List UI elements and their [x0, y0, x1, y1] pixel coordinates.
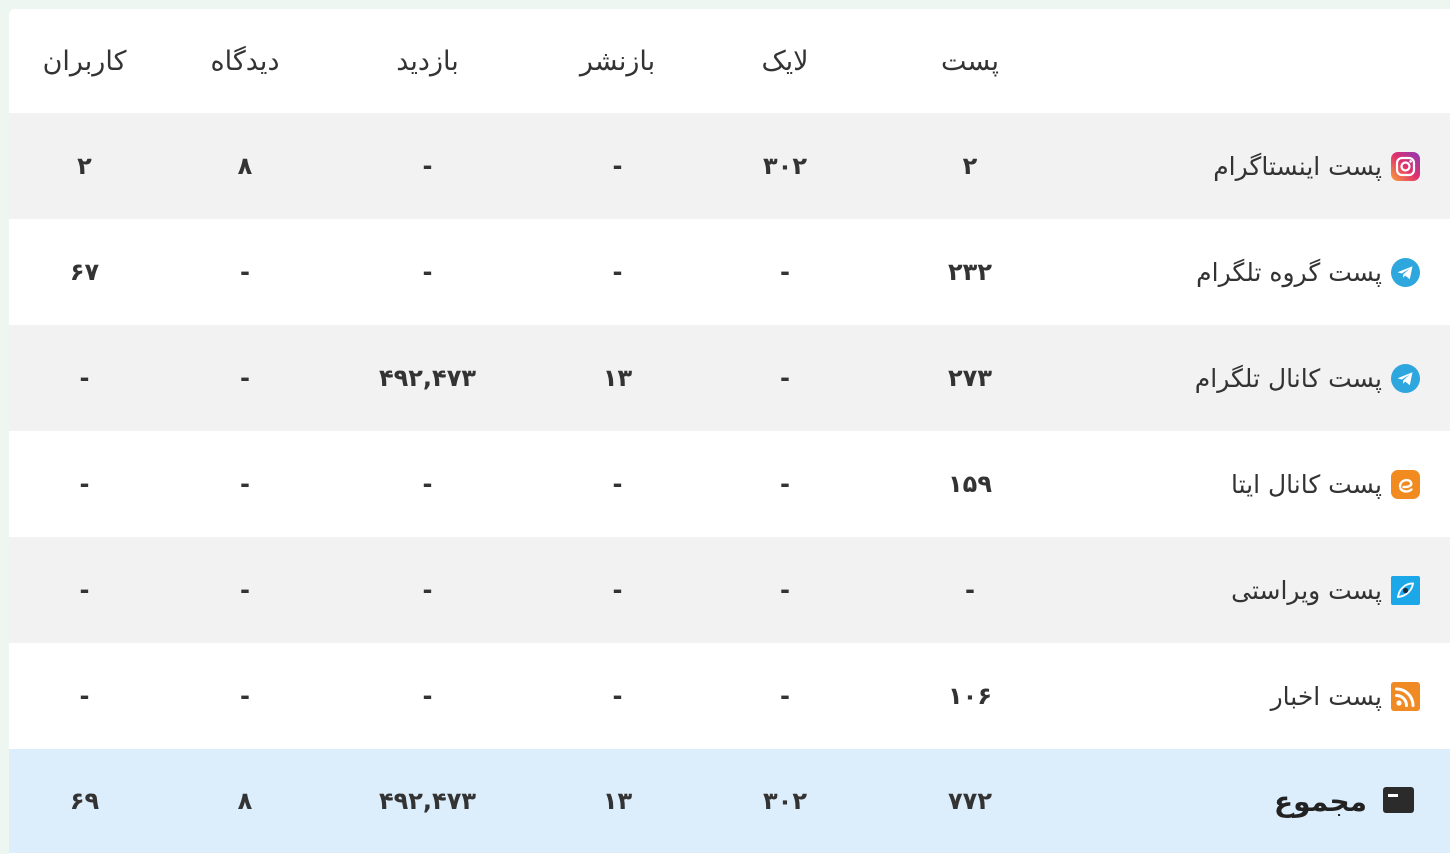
- row-label-instagram: [1080, 113, 1450, 219]
- rss-icon: [1391, 682, 1420, 711]
- cell-comment: -: [240, 258, 250, 286]
- row-label-text: پست اینستاگرام: [1213, 151, 1382, 181]
- summary-card-icon: [1383, 787, 1412, 816]
- header-users: کاربران: [42, 45, 127, 77]
- cell-comment: -: [240, 682, 250, 710]
- cell-view: -: [422, 470, 433, 498]
- cell-share: -: [612, 152, 623, 180]
- cell-like: -: [780, 682, 790, 710]
- cell-comment: -: [240, 576, 250, 604]
- header-share: بازنشر: [579, 45, 656, 77]
- cell-post: ۲: [962, 152, 978, 180]
- table-row-news: [9, 643, 1450, 749]
- row-label-total: [1080, 749, 1450, 853]
- cell-comment: ۸: [237, 152, 253, 180]
- cell-users: -: [79, 576, 90, 604]
- cell-post: ۱۵۹: [948, 470, 992, 498]
- cell-users: -: [79, 470, 90, 498]
- cell-post: -: [965, 576, 975, 604]
- table-row-eitaa: [9, 431, 1450, 537]
- total-comment: ۸: [237, 787, 253, 815]
- total-label-text: مجموع: [1274, 784, 1367, 818]
- row-label-text: پست گروه تلگرام: [1196, 257, 1382, 287]
- cell-like: -: [780, 364, 790, 392]
- platform-stats-table: [9, 9, 1450, 853]
- cell-view: -: [422, 576, 433, 604]
- cell-like: ۳۰۲: [763, 152, 807, 180]
- cell-post: ۱۰۶: [948, 682, 992, 710]
- cell-like: -: [780, 258, 790, 286]
- cell-post: ۲۷۳: [948, 364, 992, 392]
- table-row-virasty: [9, 537, 1450, 643]
- header-like: لایک: [761, 45, 809, 77]
- cell-share: -: [612, 682, 623, 710]
- header-post: پست: [940, 45, 1000, 77]
- header-view: بازدید: [396, 45, 459, 77]
- cell-like: -: [780, 470, 790, 498]
- cell-view: -: [422, 258, 433, 286]
- row-label-virasty: [1080, 537, 1450, 643]
- eitaa-icon: [1391, 470, 1420, 499]
- cell-users: ۲: [77, 152, 92, 180]
- telegram-icon: [1391, 258, 1420, 287]
- row-label-telegram-group: [1080, 219, 1450, 325]
- cell-view: -: [422, 152, 433, 180]
- cell-comment: -: [240, 470, 250, 498]
- virasty-icon: [1391, 576, 1420, 605]
- table-row-instagram: [9, 113, 1450, 219]
- row-label-text: پست کانال ایتا: [1230, 469, 1382, 499]
- cell-share: ۱۳: [602, 364, 633, 392]
- row-label-telegram-channel: [1080, 325, 1450, 431]
- row-label-eitaa: [1080, 431, 1450, 537]
- header-label: [1080, 9, 1450, 113]
- stats-card: [9, 9, 1450, 854]
- cell-comment: -: [240, 364, 250, 392]
- cell-users: -: [79, 682, 90, 710]
- instagram-icon: [1391, 152, 1420, 181]
- cell-users: ۶۷: [69, 258, 100, 286]
- telegram-icon: [1391, 364, 1420, 393]
- row-label-text: پست ویراستی: [1231, 575, 1382, 605]
- row-label-text: پست کانال تلگرام: [1194, 363, 1382, 393]
- total-users: ۶۹: [69, 787, 100, 815]
- total-view: ۴۹۲,۴۷۳: [378, 787, 476, 815]
- table-header-row: [9, 9, 1450, 113]
- total-like: ۳۰۲: [763, 787, 807, 815]
- cell-like: -: [780, 576, 790, 604]
- table-row-telegram-group: [9, 219, 1450, 325]
- cell-users: -: [79, 364, 90, 392]
- total-post: ۷۷۲: [948, 787, 992, 815]
- header-comment: دیدگاه: [210, 45, 280, 77]
- total-share: ۱۳: [602, 787, 633, 815]
- cell-share: -: [612, 470, 623, 498]
- cell-share: -: [612, 576, 623, 604]
- row-label-text: پست اخبار: [1270, 681, 1382, 711]
- cell-share: -: [612, 258, 623, 286]
- table-row-total: [9, 749, 1450, 853]
- cell-view: -: [422, 682, 433, 710]
- table-row-telegram-channel: [9, 325, 1450, 431]
- cell-post: ۲۳۲: [948, 258, 992, 286]
- row-label-news: [1080, 643, 1450, 749]
- cell-view: ۴۹۲,۴۷۳: [378, 364, 476, 392]
